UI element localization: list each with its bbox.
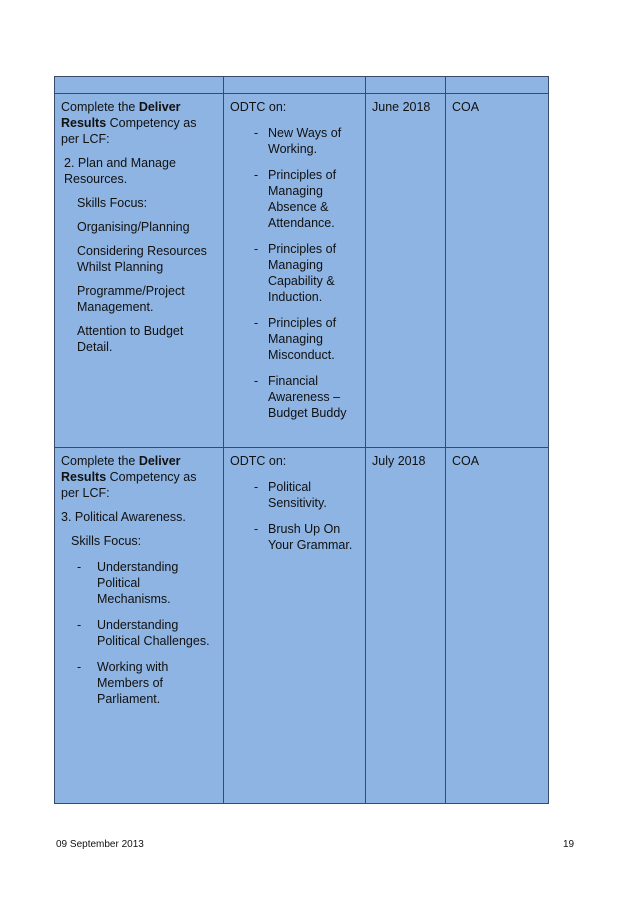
activities-intro: ODTC on: — [230, 100, 287, 114]
skill-item: - Understanding Political Mechanisms. — [61, 559, 217, 607]
activity-item: - Principles of Managing Capability & Induction. — [230, 241, 359, 305]
activity-item: - Brush Up On Your Grammar. — [230, 521, 359, 553]
development-plan-table — [54, 76, 549, 804]
skill-item: Programme/Project Management. — [77, 284, 185, 314]
table-row — [55, 94, 549, 448]
activity-item: - Financial Awareness – Budget Buddy — [230, 373, 359, 421]
activities-list — [230, 125, 359, 421]
lead-bold-text: Deliver Results — [61, 100, 181, 130]
activity-item: - Principles of Managing Absence & Attendance. — [230, 167, 359, 231]
skills-label: Skills Focus: — [71, 534, 142, 548]
activity-item: - New Ways of Working. — [230, 125, 359, 157]
lead-suffix-text: Competency as per LCF: — [61, 470, 197, 500]
lead-bold-text: Deliver Results — [61, 454, 181, 484]
lead-text: Complete the — [61, 100, 139, 114]
activity-item: - Principles of Managing Misconduct. — [230, 315, 359, 363]
activities-cell — [224, 448, 366, 804]
date-cell: June 2018 — [366, 94, 446, 448]
skill-item: Attention to Budget Detail. — [77, 324, 184, 354]
footer-date: 09 September 2013 — [56, 839, 144, 850]
table-cell — [446, 77, 549, 94]
table-cell — [366, 77, 446, 94]
section-heading: 2. Plan and Manage Resources. — [64, 156, 176, 186]
table-header-row — [55, 77, 549, 94]
owner-cell: COA — [446, 448, 549, 804]
objective-lead — [61, 453, 217, 501]
skill-item: - Understanding Political Challenges. — [61, 617, 217, 649]
activity-item: - Political Sensitivity. — [230, 479, 359, 511]
objective-cell — [55, 448, 224, 804]
section-heading: 3. Political Awareness. — [61, 510, 186, 524]
objective-cell — [55, 94, 224, 448]
lead-suffix-text: Competency as per LCF: — [61, 116, 197, 146]
objective-lead — [61, 99, 217, 147]
lead-text: Complete the — [61, 454, 139, 468]
skills-list — [61, 559, 217, 707]
activities-intro: ODTC on: — [230, 454, 287, 468]
table-cell — [55, 77, 224, 94]
skill-item: Considering Resources Whilst Planning — [77, 244, 207, 274]
skill-item: - Working with Members of Parliament. — [61, 659, 217, 707]
date-cell: July 2018 — [366, 448, 446, 804]
activities-cell — [224, 94, 366, 448]
skills-label: Skills Focus: — [77, 196, 148, 210]
skill-item: Organising/Planning — [77, 220, 190, 234]
table-row — [55, 448, 549, 804]
activities-list — [230, 479, 359, 553]
page-number: 19 — [563, 839, 575, 850]
table-cell — [224, 77, 366, 94]
owner-cell: COA — [446, 94, 549, 448]
